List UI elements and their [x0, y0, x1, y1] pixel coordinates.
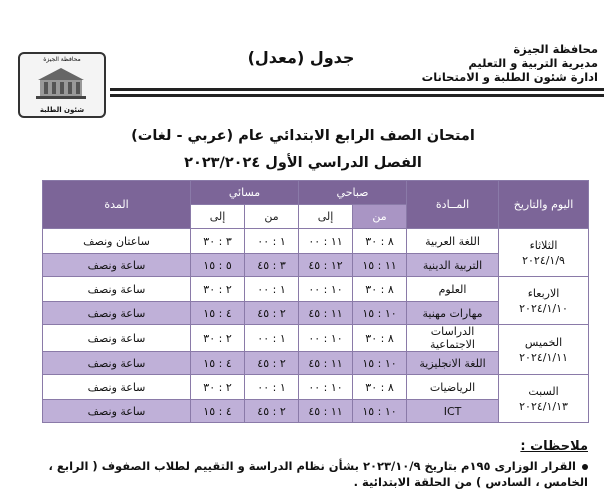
table-row — [43, 229, 589, 254]
exam-title: امتحان الصف الرابع الابتدائي عام (عربي - لغات) — [131, 128, 475, 144]
note-line-1: القرار الوزارى ١٩٥م بتاريخ ٢٠٢٣/١٠/٩ بشأن نظام الدراسة و التقييم لطلاب الصفوف ( الرابع ، — [48, 459, 576, 473]
table-row — [43, 277, 589, 302]
morning-from-cell: ١٠ : ١٥ — [353, 400, 407, 423]
duration-cell: ساعة ونصف — [43, 400, 191, 423]
evening-from-cell: ١ : ٠٠ — [245, 375, 299, 400]
building-emblem-icon — [28, 60, 94, 104]
morning-from-cell: ٨ : ٣٠ — [353, 375, 407, 400]
duration-cell: ساعة ونصف — [43, 375, 191, 400]
evening-from-cell: ٢ : ٤٥ — [245, 352, 299, 375]
morning-to-cell: ١٠ : ٠٠ — [299, 277, 353, 302]
notes-body — [28, 458, 588, 490]
morning-from-cell: ١٠ : ١٥ — [353, 352, 407, 375]
morning-from-cell: ١١ : ١٥ — [353, 254, 407, 277]
header-morning-to: إلى — [299, 205, 353, 229]
evening-from-cell: ١ : ٠٠ — [245, 277, 299, 302]
notes-heading: ملاحظات : — [520, 439, 588, 454]
morning-from-cell: ٨ : ٣٠ — [353, 325, 407, 352]
duration-cell: ساعة ونصف — [43, 254, 191, 277]
day-cell: السبت ٢٠٢٤/١/١٣ — [499, 375, 589, 423]
department-text: ادارة شئون الطلبة و الامتحانات — [421, 70, 598, 84]
subject-cell: الدراسات الاجتماعية — [407, 325, 499, 352]
page-title: جدول (معدل) — [247, 48, 355, 67]
day-cell: الثلاثاء ٢٠٢٤/١/٩ — [499, 229, 589, 277]
evening-to-cell: ٢ : ٣٠ — [191, 375, 245, 400]
header-duration: المدة — [43, 181, 191, 229]
note-line-2: الخامس ، السادس ) من الحلقة الابتدائية . — [353, 475, 588, 489]
ministry-seal-logo — [18, 52, 106, 118]
morning-from-cell: ٨ : ٣٠ — [353, 229, 407, 254]
morning-to-cell: ١١ : ٤٥ — [299, 400, 353, 423]
governorate-text: محافظة الجيزة — [513, 42, 598, 56]
term-title: الفصل الدراسي الأول ٢٠٢٣/٢٠٢٤ — [184, 155, 422, 171]
subject-cell: الرياضيات — [407, 375, 499, 400]
duration-cell: ساعة ونصف — [43, 325, 191, 352]
duration-cell: ساعة ونصف — [43, 277, 191, 302]
header-evening-from: من — [245, 205, 299, 229]
evening-from-cell: ١ : ٠٠ — [245, 229, 299, 254]
duration-cell: ساعة ونصف — [43, 352, 191, 375]
evening-to-cell: ٢ : ٣٠ — [191, 277, 245, 302]
subject-cell: مهارات مهنية — [407, 302, 499, 325]
evening-to-cell: ٣ : ٣٠ — [191, 229, 245, 254]
evening-from-cell: ٢ : ٤٥ — [245, 400, 299, 423]
duration-cell: ساعة ونصف — [43, 302, 191, 325]
evening-to-cell: ٤ : ١٥ — [191, 400, 245, 423]
header-morning: صباحي — [299, 181, 407, 205]
header-divider — [110, 88, 604, 100]
subject-cell: اللغة العربية — [407, 229, 499, 254]
evening-to-cell: ٢ : ٣٠ — [191, 325, 245, 352]
morning-to-cell: ١٠ : ٠٠ — [299, 375, 353, 400]
table-row — [43, 375, 589, 400]
header-morning-from: من — [353, 205, 407, 229]
subject-cell: العلوم — [407, 277, 499, 302]
evening-from-cell: ٣ : ٤٥ — [245, 254, 299, 277]
morning-from-cell: ١٠ : ١٥ — [353, 302, 407, 325]
morning-to-cell: ١١ : ٠٠ — [299, 229, 353, 254]
day-cell: الخميس ٢٠٢٤/١/١١ — [499, 325, 589, 375]
morning-to-cell: ١٠ : ٠٠ — [299, 325, 353, 352]
header-evening-to: إلى — [191, 205, 245, 229]
header-subject: المــادة — [407, 181, 499, 229]
seal-bottom-text: شئون الطلبة — [39, 106, 85, 114]
subject-cell: التربية الدينية — [407, 254, 499, 277]
evening-to-cell: ٥ : ١٥ — [191, 254, 245, 277]
subject-cell: اللغة الانجليزية — [407, 352, 499, 375]
evening-to-cell: ٤ : ١٥ — [191, 302, 245, 325]
header-evening: مسائي — [191, 181, 299, 205]
evening-from-cell: ١ : ٠٠ — [245, 325, 299, 352]
morning-from-cell: ٨ : ٣٠ — [353, 277, 407, 302]
directorate-header — [422, 42, 598, 84]
table-row — [43, 325, 589, 352]
exam-schedule-table — [42, 180, 589, 423]
directorate-text: مديرية التربية و التعليم — [468, 56, 598, 70]
evening-to-cell: ٤ : ١٥ — [191, 352, 245, 375]
bullet-icon — [582, 464, 588, 470]
duration-cell: ساعتان ونصف — [43, 229, 191, 254]
morning-to-cell: ١٢ : ٤٥ — [299, 254, 353, 277]
morning-to-cell: ١١ : ٤٥ — [299, 302, 353, 325]
header-day-date: اليوم والتاريخ — [499, 181, 589, 229]
evening-from-cell: ٢ : ٤٥ — [245, 302, 299, 325]
day-cell: الاربعاء ٢٠٢٤/١/١٠ — [499, 277, 589, 325]
seal-top-text: محافظة الجيزة — [43, 56, 81, 63]
subject-cell: ICT — [407, 400, 499, 423]
morning-to-cell: ١١ : ٤٥ — [299, 352, 353, 375]
